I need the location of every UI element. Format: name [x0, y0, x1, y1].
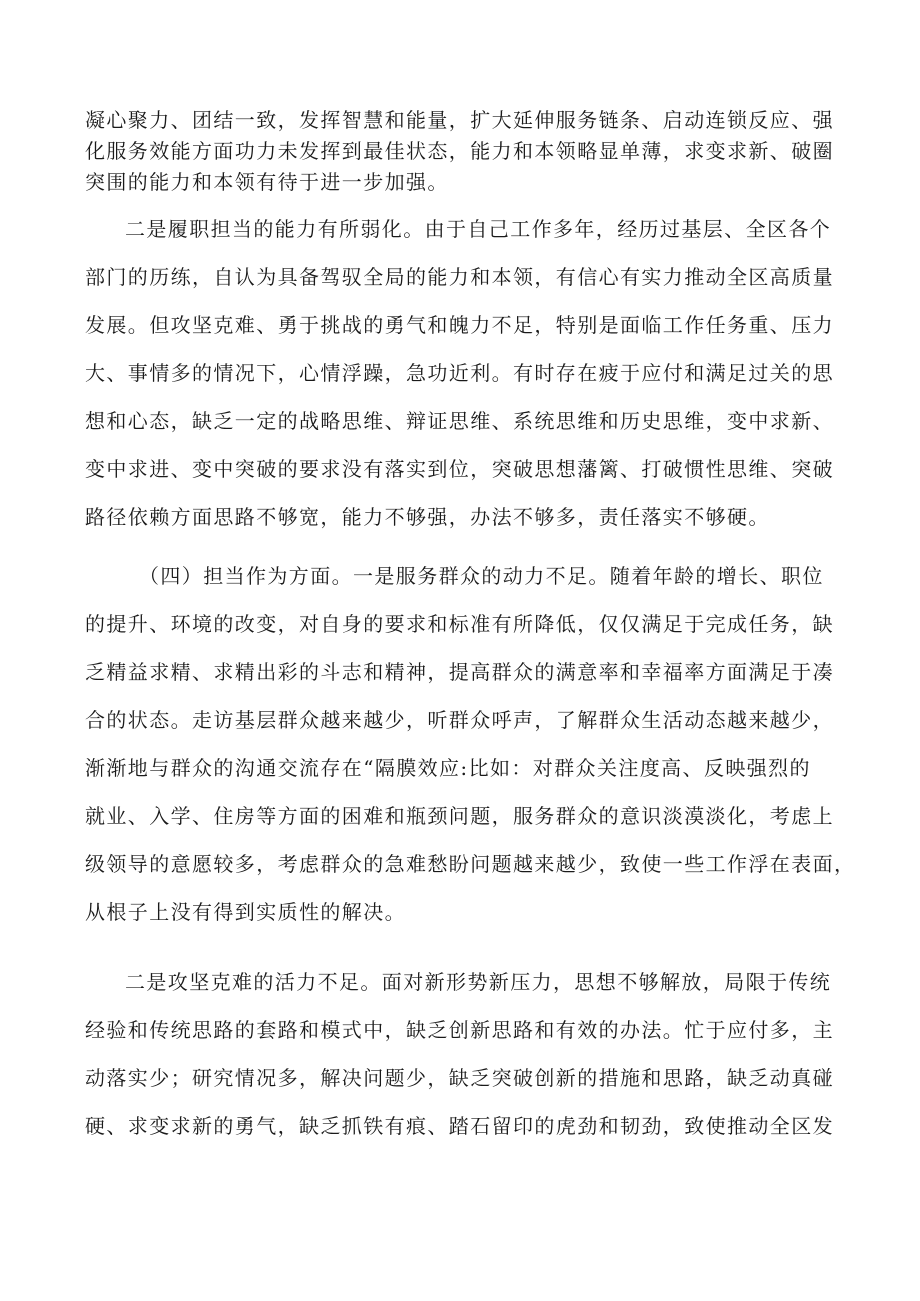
paragraph-1: [85, 105, 855, 198]
text-line: 发展。但攻坚克难、勇于挑战的勇气和魄力不足，特别是面临工作任务重、压力: [85, 313, 834, 337]
text-line: 渐渐地与群众的沟通交流存在“隔膜效应:比如：对群众关注度高、反映强烈的: [85, 756, 811, 780]
text-line: 级领导的意愿较多，考虑群众的急难愁盼问题越来越少，致使一些工作浮在表面，: [85, 852, 856, 876]
text-line: 凝心聚力、团结一致，发挥智慧和能量，扩大延伸服务链条、启动连锁反应、强: [85, 108, 834, 132]
text-line: 从根子上没有得到实质性的解决。: [85, 900, 406, 924]
text-line: 变中求进、变中突破的要求没有落实到位，突破思想藩篱、打破惯性思维、突破: [85, 457, 834, 481]
paragraph-3: [85, 552, 855, 936]
text-line: 二是攻坚克难的活力不足。面对新形势新压力，思想不够解放，局限于传统: [125, 970, 832, 994]
text-line: 乏精益求精、求精出彩的斗志和精神，提高群众的满意率和幸福率方面满足于凑: [85, 660, 834, 684]
paragraph-2: [85, 205, 855, 541]
section-heading-line: （四）担当作为方面。一是服务群众的动力不足。随着年龄的增长、职位: [139, 564, 824, 588]
text-line: 部门的历练，自认为具备驾驭全局的能力和本领，有信心有实力推动全区高质量: [85, 265, 834, 289]
text-line: 路径依赖方面思路不够宽，能力不够强，办法不够多，责任落实不够硬。: [85, 505, 770, 529]
paragraph-4: [85, 958, 855, 1150]
text-line: 经验和传统思路的套路和模式中，缺乏创新思路和有效的办法。忙于应付多，主: [85, 1018, 834, 1042]
text-line: 动落实少；研究情况多，解决问题少，缺乏突破创新的措施和思路，缺乏动真碰: [85, 1066, 834, 1090]
text-line: 想和心态，缺乏一定的战略思维、辩证思维、系统思维和历史思维，变中求新、: [85, 409, 834, 433]
text-line: 的提升、环境的改变，对自身的要求和标准有所降低，仅仅满足于完成任务，缺: [85, 612, 834, 636]
text-line: 二是履职担当的能力有所弱化。由于自己工作多年，经历过基层、全区各个: [125, 217, 832, 241]
text-line: 就业、入学、住房等方面的困难和瓶颈问题，服务群众的意识淡漠淡化，考虑上: [85, 804, 834, 828]
text-line: 化服务效能方面功力未发挥到最佳状态，能力和本领略显单薄，求变求新、破圈: [85, 139, 834, 163]
text-line: 合的状态。走访基层群众越来越少，听群众呼声，了解群众生活动态越来越少，: [85, 708, 834, 732]
text-line: 突围的能力和本领有待于进一步加强。: [85, 170, 449, 194]
text-line: 大、事情多的情况下，心情浮躁，急功近利。有时存在疲于应付和满足过关的思: [85, 361, 834, 385]
text-line: 硬、求变求新的勇气，缺乏抓铁有痕、踏石留印的虎劲和韧劲，致使推动全区发: [85, 1114, 834, 1138]
